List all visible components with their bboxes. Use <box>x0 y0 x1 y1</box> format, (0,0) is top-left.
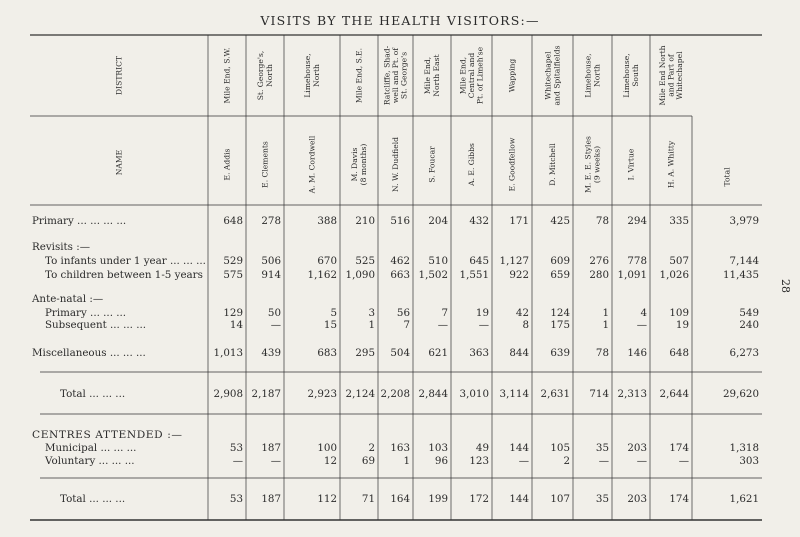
table-cell: 2,923 <box>307 388 337 400</box>
district-header-label: DISTRICT <box>114 56 124 95</box>
district-header: Mile End, <box>423 56 433 95</box>
table-cell: 112 <box>317 493 337 505</box>
district-header: and Part of <box>666 54 676 97</box>
table-cell: 363 <box>469 347 489 359</box>
table-cell: 144 <box>509 493 529 505</box>
table-cell: 609 <box>550 255 570 267</box>
table-cell: — <box>678 455 689 467</box>
table-cell: 2 <box>368 442 375 454</box>
table-cell: 714 <box>589 388 609 400</box>
table-cell: — <box>518 455 529 467</box>
table-cell: 78 <box>595 347 609 359</box>
table-cell: 914 <box>261 269 281 281</box>
district-header: Limehouse, <box>622 53 632 98</box>
visitor-name-header: D. Mitchell <box>548 143 557 186</box>
table-row <box>45 269 759 281</box>
table-cell: 2,313 <box>617 388 647 400</box>
table-row <box>45 255 759 267</box>
table-cell: 2,208 <box>380 388 410 400</box>
visitor-name-header: A. E. Gibbs <box>467 143 476 186</box>
row-label: Miscellaneous ... ... ... <box>32 347 146 359</box>
table-cell: 174 <box>669 442 689 454</box>
table-cell: 1,127 <box>499 255 529 267</box>
table-row <box>44 455 759 467</box>
table-cell: 15 <box>323 319 337 331</box>
table-cell: 163 <box>390 442 410 454</box>
district-header: South <box>630 64 640 87</box>
table-row <box>45 319 759 331</box>
district-header: North East <box>431 54 441 97</box>
row-label: Total ... ... ... <box>60 388 126 400</box>
table-cell: 210 <box>355 215 375 227</box>
table-cell: 187 <box>261 493 281 505</box>
table-cell: 462 <box>390 255 410 267</box>
table-cell: 107 <box>550 493 570 505</box>
table-cell: 2,631 <box>540 388 570 400</box>
table-cell: 7,144 <box>729 255 759 267</box>
district-header: North <box>311 64 321 87</box>
table-cell: 648 <box>669 347 689 359</box>
district-header: Whitechapel <box>543 51 553 100</box>
table-cell: 109 <box>669 307 689 319</box>
table-cell: 203 <box>627 493 647 505</box>
row-label: Subsequent ... ... ... <box>45 319 147 331</box>
table-cell: 335 <box>669 215 689 227</box>
table-cell: 175 <box>550 319 570 331</box>
table-cell: 276 <box>589 255 609 267</box>
table-cell: 42 <box>515 307 529 319</box>
table-cell: 1,091 <box>617 269 647 281</box>
table-cell: 50 <box>267 307 281 319</box>
visitor-name-header: E. Clements <box>260 141 270 188</box>
district-header: Mile End, S.W. <box>222 47 232 104</box>
table-cell: 1 <box>368 319 375 331</box>
table-cell: 1,502 <box>418 269 448 281</box>
table-cell: — <box>636 455 647 467</box>
table-cell: — <box>270 455 281 467</box>
table-cell: 8 <box>522 319 529 331</box>
visitor-name-header: N. W. Dudfield <box>391 137 400 192</box>
table-cell: 7 <box>441 307 448 319</box>
table-cell: 506 <box>261 255 281 267</box>
district-header: Mile End, <box>458 56 468 95</box>
visitor-name-header: E. Addis <box>222 148 232 181</box>
table-cell: 3,114 <box>499 388 529 400</box>
table-cell: 294 <box>627 215 647 227</box>
table-cell: 683 <box>317 347 337 359</box>
table-cell: 504 <box>390 347 410 359</box>
table-cell: 100 <box>317 442 337 454</box>
visitor-name-header: M. E. E. Styles <box>583 136 593 193</box>
district-header: Limehouse, <box>583 53 593 98</box>
row-label: To infants under 1 year ... ... ... <box>45 255 206 267</box>
district-header: Whitechapel <box>675 51 685 100</box>
table-cell: 670 <box>317 255 337 267</box>
table-cell: 639 <box>550 347 570 359</box>
district-header: Limehouse, <box>303 53 313 98</box>
table-cell: 172 <box>469 493 489 505</box>
visitor-name-header: H. A. Whitty <box>666 140 676 189</box>
table-cell: 129 <box>223 307 243 319</box>
table-cell: 144 <box>509 442 529 454</box>
table-cell: 103 <box>428 442 448 454</box>
table-cell: 507 <box>669 255 689 267</box>
table-cell: 69 <box>361 455 375 467</box>
table-cell: 204 <box>428 215 448 227</box>
table-cell: 146 <box>627 347 647 359</box>
table-cell: 5 <box>330 307 337 319</box>
table-cell: 187 <box>261 442 281 454</box>
table-cell: — <box>478 319 489 331</box>
table-cell: 1,090 <box>345 269 375 281</box>
table-cell: 35 <box>595 493 609 505</box>
district-header: Central and <box>467 52 476 99</box>
table-cell: 174 <box>669 493 689 505</box>
table-cell: 778 <box>627 255 647 267</box>
table-cell: 53 <box>229 493 243 505</box>
table-cell: 1,621 <box>729 493 759 505</box>
table-cell: 171 <box>509 215 529 227</box>
table-title: VISITS BY THE HEALTH VISITORS:— <box>260 13 540 28</box>
district-header: North <box>592 64 602 87</box>
section-heading <box>31 293 103 305</box>
table-cell: 1 <box>602 307 609 319</box>
table-cell: 1,162 <box>307 269 337 281</box>
visitor-name-header: Total <box>722 167 732 187</box>
table-cell: 11,435 <box>722 269 759 281</box>
table-cell: 123 <box>469 455 489 467</box>
table-cell: 388 <box>317 215 337 227</box>
table-cell: 164 <box>390 493 410 505</box>
table-cell: 295 <box>355 347 375 359</box>
district-header: Mile End, S.E. <box>354 48 364 103</box>
table-cell: 6,273 <box>729 347 759 359</box>
table-cell: 7 <box>403 319 410 331</box>
table-cell: — <box>270 319 281 331</box>
row-label: Total ... ... ... <box>60 493 126 505</box>
table-cell: 12 <box>323 455 337 467</box>
table-cell: 645 <box>469 255 489 267</box>
table-cell: 1,318 <box>729 442 759 454</box>
district-header: Pt. of Limeh'se <box>475 46 485 105</box>
table-cell: 4 <box>640 307 647 319</box>
district-header: Mile End North <box>657 45 667 106</box>
visitor-name-header: I. Virtue <box>626 148 636 181</box>
district-header: St. George's, <box>256 50 266 101</box>
row-label: Ante-natal :— <box>32 293 104 305</box>
table-cell: 3,979 <box>729 215 759 227</box>
page-number: 28 <box>779 279 792 293</box>
visitor-name-header: (8 months) <box>358 143 368 186</box>
table-cell: 19 <box>675 319 689 331</box>
total-row <box>60 493 759 505</box>
table-cell: 510 <box>428 255 448 267</box>
table-cell: — <box>437 319 448 331</box>
table-cell: 425 <box>550 215 570 227</box>
table-cell: 303 <box>739 455 759 467</box>
table-cell: 1 <box>403 455 410 467</box>
table-cell: 1,026 <box>659 269 689 281</box>
table-cell: 71 <box>361 493 375 505</box>
table-cell: 2 <box>563 455 570 467</box>
table-cell: — <box>636 319 647 331</box>
table-cell: 844 <box>509 347 529 359</box>
table-cell: 2,844 <box>418 388 448 400</box>
table-cell: — <box>232 455 243 467</box>
table-cell: — <box>598 455 609 467</box>
district-header: Ratcliffe, Shad- <box>382 45 392 106</box>
table-row <box>45 307 759 319</box>
row-label: To children between 1-5 years <box>45 269 203 281</box>
table-cell: 105 <box>550 442 570 454</box>
district-header: St. George's <box>399 51 409 100</box>
table-cell: 621 <box>428 347 448 359</box>
visitor-name-header: (9 weeks) <box>592 145 602 184</box>
table-cell: 432 <box>469 215 489 227</box>
table-header <box>115 45 732 194</box>
row-label: Municipal ... ... ... <box>45 442 137 454</box>
table-cell: 78 <box>595 215 609 227</box>
table-row <box>45 442 759 454</box>
row-label: Voluntary ... ... ... <box>45 455 135 467</box>
table-cell: 1,013 <box>213 347 243 359</box>
table-cell: 2,187 <box>251 388 281 400</box>
row-label: Primary ... ... ... ... <box>32 215 127 227</box>
table-cell: 199 <box>428 493 448 505</box>
table-cell: 2,124 <box>345 388 375 400</box>
visitor-name-header: M. Davis <box>350 147 360 182</box>
total-row <box>60 388 759 400</box>
section-heading <box>32 241 90 253</box>
table-cell: 922 <box>509 269 529 281</box>
table-cell: 49 <box>475 442 489 454</box>
table-cell: 56 <box>396 307 410 319</box>
table-cell: 240 <box>739 319 759 331</box>
table-cell: 3 <box>368 307 375 319</box>
table-cell: 35 <box>595 442 609 454</box>
table-cell: 648 <box>223 215 243 227</box>
table-cell: 2,908 <box>213 388 243 400</box>
table-cell: 280 <box>589 269 609 281</box>
visitor-name-header: E. Goodfellow <box>507 137 517 192</box>
section-heading <box>32 429 183 441</box>
table-cell: 124 <box>550 307 570 319</box>
name-header-label: NAME <box>114 149 124 176</box>
district-header: Wapping <box>507 58 517 93</box>
table-cell: 2,644 <box>659 388 689 400</box>
row-label: CENTRES ATTENDED :— <box>32 429 183 441</box>
table-cell: 3,010 <box>459 388 489 400</box>
table-cell: 663 <box>390 269 410 281</box>
table-cell: 96 <box>434 455 448 467</box>
table-cell: 203 <box>627 442 647 454</box>
table-cell: 53 <box>229 442 243 454</box>
table-cell: 1,551 <box>459 269 489 281</box>
table-cell: 29,620 <box>722 388 759 400</box>
table-cell: 575 <box>223 269 243 281</box>
table-cell: 659 <box>550 269 570 281</box>
table-cell: 549 <box>739 307 759 319</box>
visitor-name-header: A. M. Cordwell <box>307 135 317 194</box>
table-cell: 1 <box>602 319 609 331</box>
table-cell: 516 <box>390 215 410 227</box>
district-header: well and Pt. of <box>391 47 400 104</box>
row-label: Primary ... ... ... <box>45 307 127 319</box>
table-cell: 529 <box>223 255 243 267</box>
table-cell: 525 <box>355 255 375 267</box>
visitor-name-header: S. Foucar <box>427 146 437 183</box>
table-cell: 439 <box>261 347 281 359</box>
table-cell: 278 <box>261 215 281 227</box>
row-label: Revisits :— <box>32 241 90 253</box>
table-cell: 19 <box>475 307 489 319</box>
district-header: North <box>264 64 274 87</box>
district-header: and Spitalfields <box>552 45 562 106</box>
table-cell: 14 <box>229 319 243 331</box>
